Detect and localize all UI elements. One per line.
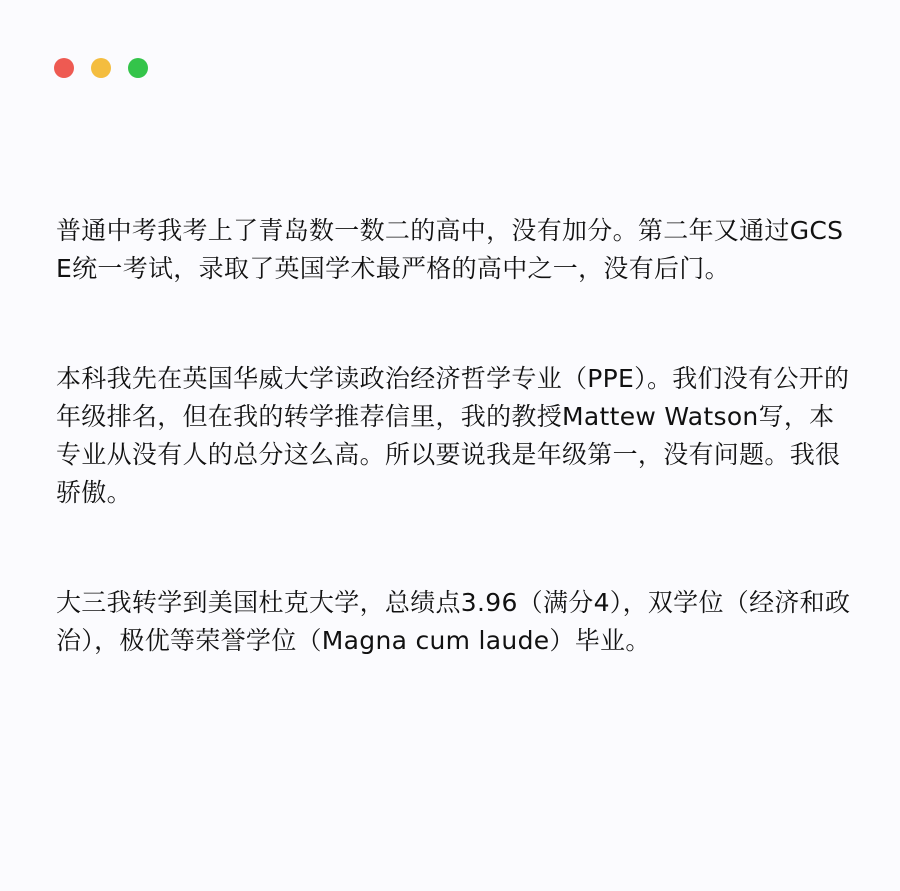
minimize-window-button[interactable] bbox=[91, 58, 111, 78]
paragraph-undergraduate: 本科我先在英国华威大学读政治经济哲学专业（PPE）。我们没有公开的年级排名，但在我的转学推荐信里，我的教授Mattew Watson写，本专业从没有人的总分这么高。所以要说我是年级第一，没有问题。我很骄傲。 bbox=[56, 364, 850, 507]
maximize-window-button[interactable] bbox=[128, 58, 148, 78]
article-body bbox=[56, 212, 856, 660]
close-window-button[interactable] bbox=[54, 58, 74, 78]
paragraph-transfer: 大三我转学到美国杜克大学，总绩点3.96（满分4），双学位（经济和政治），极优等荣誉学位（Magna cum laude）毕业。 bbox=[56, 588, 851, 655]
window-controls bbox=[54, 58, 148, 78]
paragraph-high-school: 普通中考我考上了青岛数一数二的高中，没有加分。第二年又通过GCSE统一考试，录取了英国学术最严格的高中之一，没有后门。 bbox=[56, 216, 844, 283]
